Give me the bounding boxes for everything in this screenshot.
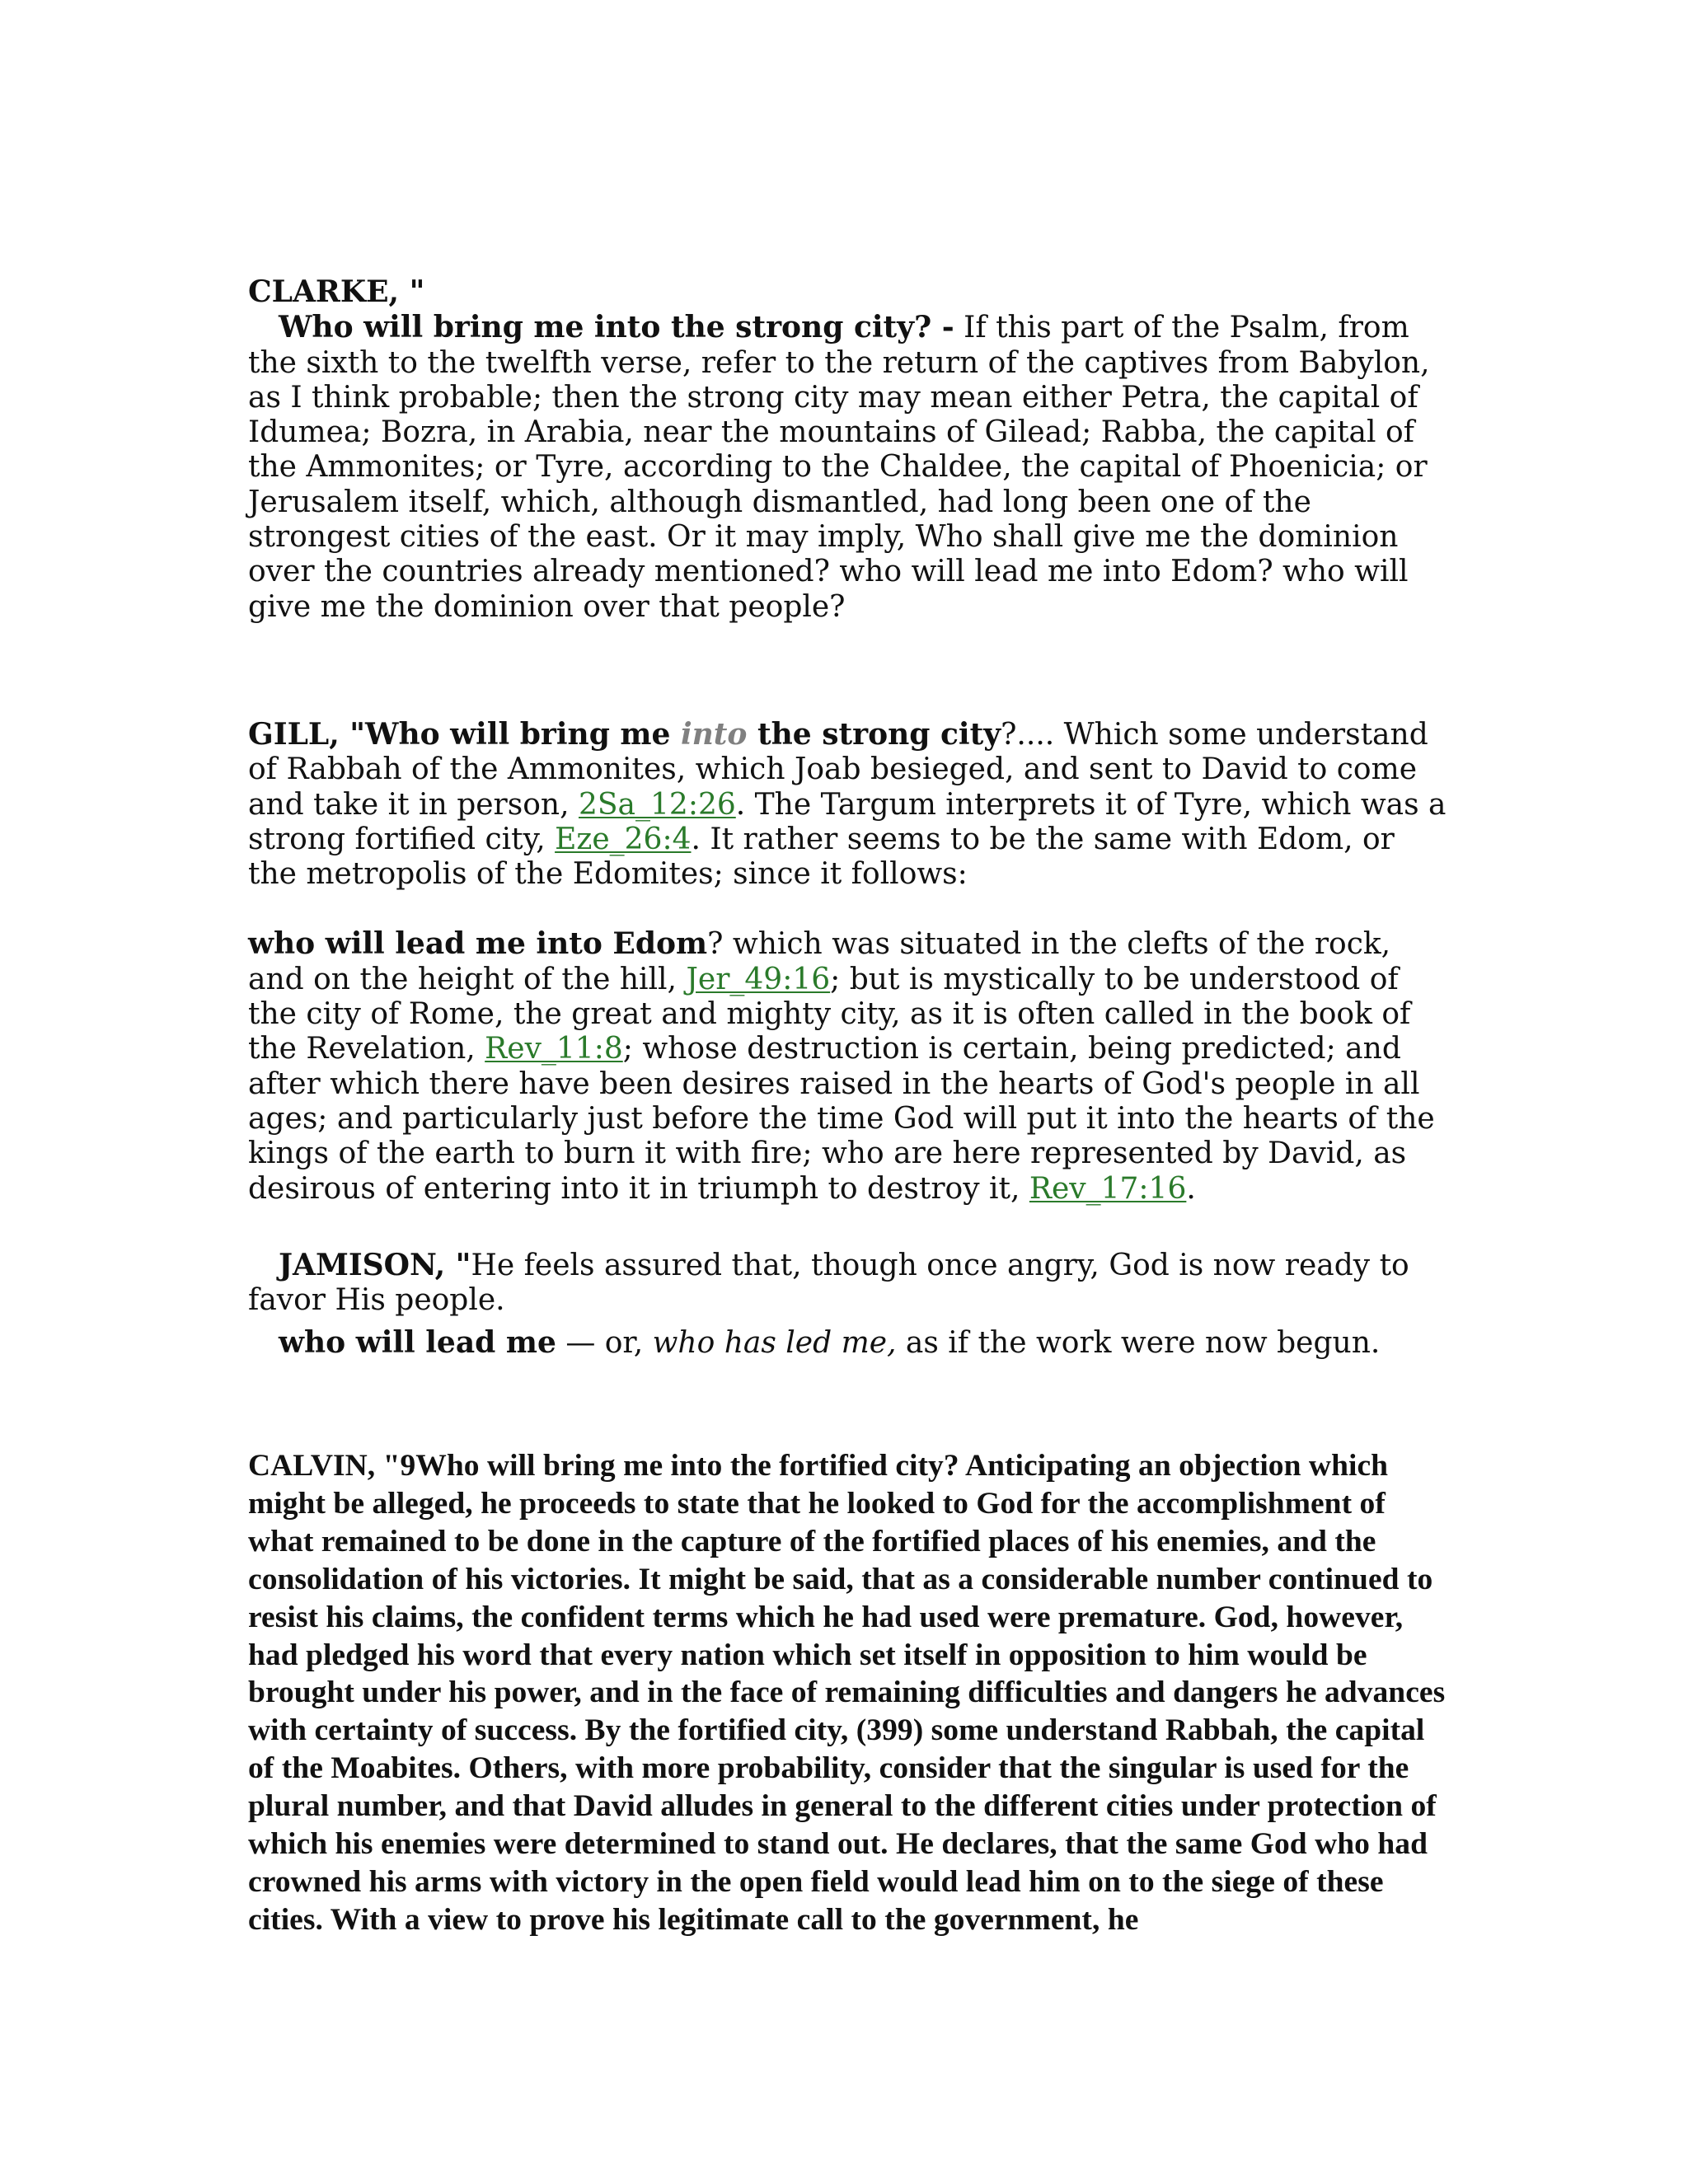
gill-paragraph-2: who will lead me into Edom? which was situated in the clefts of the rock, and on the height of the hill, Jer_49:16; but is mystically to be understood of the city of Rome, the great and mighty city, as it is often called in the book of the Revelation, Rev_11:8; whose destruction is certain, being predicted; and after which there have been desires raised in the hearts of God's people in all ages; and particularly just before the time God will put it into the hearts of the kings of the earth to burn it with fire; who are here represented by David, as desirous of entering into it in triumph to destroy it, Rev_17:16. [248,926,1435,1206]
jamison-subheading: who will lead me [279,1324,556,1360]
jamison-paragraph-2: who will lead me — or, who has led me, as if the work were now begun. [279,1324,1381,1360]
scripture-link-jer-49-16[interactable]: Jer_49:16 [686,962,831,996]
scripture-link-rev-17-16[interactable]: Rev_17:16 [1029,1171,1187,1206]
clarke-paragraph [248,310,1451,625]
calvin-commentary [248,1447,1451,1939]
jamison-heading: JAMISON, " [279,1248,471,1282]
gill-subheading: who will lead me into Edom [248,926,708,962]
calvin-paragraph: CALVIN, "9Who will bring me into the fortified city? Anticipating an objection which might be alleged, he proceeds to state that he looked to God for the accomplishment of what remained to be done in the capture of the fortified places of his enemies, and the consolidation of his victories. It might be said, that as a considerable number continued to resist his claims, the confident terms which he had used were premature. God, however, had pledged his word that every nation which set itself in opposition to him would be brought under his power, and in the face of remaining difficulties and dangers he advances with certainty of success. By the fortified city, (399) some understand Rabbah, the capital of the Moabites. Others, with more probability, consider that the singular is used for the plural number, and that David alludes in general to the different cities under protection of which his enemies were determined to stand out. He declares, that the same God who had crowned his arms with victory in the open field would lead him on to the siege of these cities. With a view to prove his legitimate call to the government, he [248,1449,1446,1937]
scripture-link-2sa-12-26[interactable]: 2Sa_12:26 [578,787,736,822]
scripture-link-rev-11-8[interactable]: Rev_11:8 [485,1032,623,1066]
clarke-question: Who will bring me into the strong city? - [279,310,954,345]
gill-heading-into: into [680,717,748,752]
gill-heading: GILL, "Who will bring me into the strong city [248,717,1001,752]
clarke-text: If this part of the Psalm, from the sixth to the twelfth verse, refer to the return of the captives from Babylon, as I think probable; then the strong city may mean either Petra, the capital of Idumea; Bozra, in Arabia, near the mountains of Gilead; Rabba, the capital of the Ammonites; or Tyre, according to the Chaldee, the capital of Phoenicia; or Jerusalem itself, which, although dismantled, had long been one of the strongest cities of the east. Or it may imply, Who shall give me the dominion over the countries already mentioned? who will lead me into Edom? who will give me the dominion over that people? [248,311,1430,624]
jamison-paragraph-1: JAMISON, "He feels assured that, though once angry, God is now ready to favor His people. [248,1248,1409,1318]
clarke-heading: CLARKE, " [248,274,425,309]
scripture-link-eze-26-4[interactable]: Eze_26:4 [555,822,692,856]
jamison-commentary [248,1248,1451,1361]
gill-paragraph-1: GILL, "Who will bring me into the strong city?.... Which some understand of Rabbah of the Ammonites, which Joab besieged, and sent to David to come and take it in person, 2Sa_12:26. The Targum interprets it of Tyre, which was a strong fortified city, Eze_26:4. It rather seems to be the same with Edom, or the metropolis of the Edomites; since it follows: [248,717,1447,892]
clarke-commentary [248,274,1451,625]
gill-commentary [248,717,1451,1207]
